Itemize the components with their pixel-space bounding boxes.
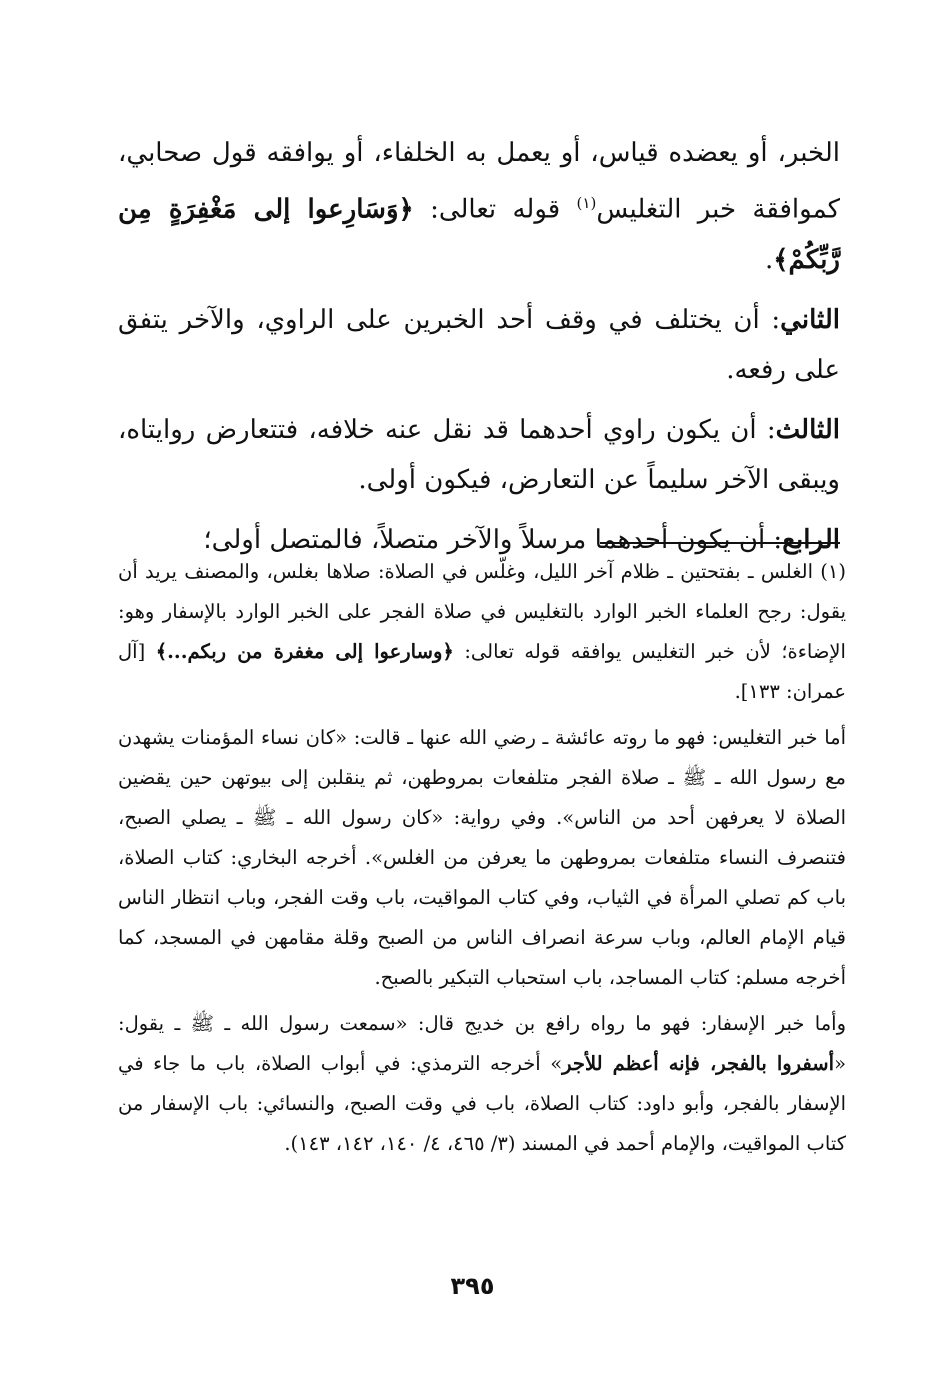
paragraph-1 [118,128,840,285]
paragraph-2 [118,295,840,395]
paragraph-1-text: الخبر، أو يعضده قياس، أو يعمل به الخلفاء، أو يوافقه قول صحابي، كموافقة خبر التغليس [118,138,840,225]
paragraph-4-label: الرابع [782,524,840,555]
paragraph-3-text: : أن يكون راوي أحدهما قد نقل عنه خلافه، فتتعارض روايتاه، ويبقى الآخر سليماً عن التعارض، فيكون أولى. [118,414,840,495]
page-number: ٣٩٥ [450,1272,495,1300]
footnote-2-text: أما خبر التغليس: فهو ما روته عائشة ـ رضي الله عنها ـ قالت: «كان نساء المؤمنات يشهدن مع رسول الله ـ ﷺ ـ صلاة الفجر متلفعات بمروطهن، ثم ينقلبن إلى بيوتهن حين يقضين الصلاة لا يعرفهن أحد من الناس». وفي رواية: «كان رسول الله ـ ﷺ ـ يصلي الصبح، فتنصرف النساء متلفعات بمروطهن ما يعرفن من الغلس». أخرجه البخاري: كتاب الصلاة، باب كم تصلي المرأة في الثياب، وفي كتاب المواقيت، باب وقت الفجر، وباب انتظار الناس قيام الإمام العالم، وباب سرعة انصراف الناس من الصبح وقلة مقامهن في المسجد، كما أخرجه مسلم: كتاب المساجد، باب استحباب التبكير بالصبح. [118,726,846,989]
footnote-3-citation: » أخرجه الترمذي: في أبواب الصلاة، باب ما جاء في الإسفار بالفجر، وأبو داود: كتاب الصلاة، باب في وقت الصبح، والنسائي: باب الإسفار من كتاب المواقيت، والإمام أحمد في المسند (٣/ ٤٦٥، ٤/ ١٤٠، ١٤٢، ١٤٣). [118,1052,846,1155]
footnote-ref: (١) [576,194,597,212]
main-text [118,128,840,575]
paragraph-2-text: : أن يختلف في وقف أحد الخبرين على الراوي، والآخر يتفق على رفعه. [118,304,840,385]
paragraph-3-label: الثالث [775,414,840,445]
hadith-quote: أسفروا بالفجر، فإنه أعظم للأجر [562,1052,835,1075]
footnotes [118,552,846,1170]
footnote-paragraph-3 [118,1004,846,1164]
paragraph-1-text-b: قوله تعالى: [413,194,577,225]
paragraph-3 [118,405,840,505]
footnote-1-citation: [آل عمران: ١٣٣]. [118,640,846,703]
footnote-paragraph-1 [118,552,846,712]
quran-quote: ﴿وَسَارِعوا إلى مَغْفِرَةٍ مِن رَّبِّكُمْ﴾ [118,194,840,275]
footnote-quran-quote: ﴿وسارعوا إلى مغفرة من ربكم...﴾ [155,640,454,663]
footnote-paragraph-2 [118,718,846,998]
footnote-separator [600,542,840,544]
paragraph-1-end: . [765,244,774,275]
paragraph-4-text: : أن يكون أحدهما مرسلاً والآخر متصلاً، فالمتصل أولى؛ [203,524,783,555]
footnote-1-text: (١) الغلس ـ بفتحتين ـ ظلام آخر الليل، وغلّس في الصلاة: صلاها بغلس، والمصنف يريد أن يقول: رجح العلماء الخبر الوارد بالتغليس في صلاة الفجر على الخبر الوارد بالإسفار وهو: الإضاءة؛ لأن خبر التغليس يوافقه قوله تعالى: [118,560,846,663]
footnote-3-text: وأما خبر الإسفار: فهو ما رواه رافع بن خديج قال: «سمعت رسول الله ـ ﷺ ـ يقول: « [118,1012,846,1075]
paragraph-2-label: الثاني [780,304,840,335]
